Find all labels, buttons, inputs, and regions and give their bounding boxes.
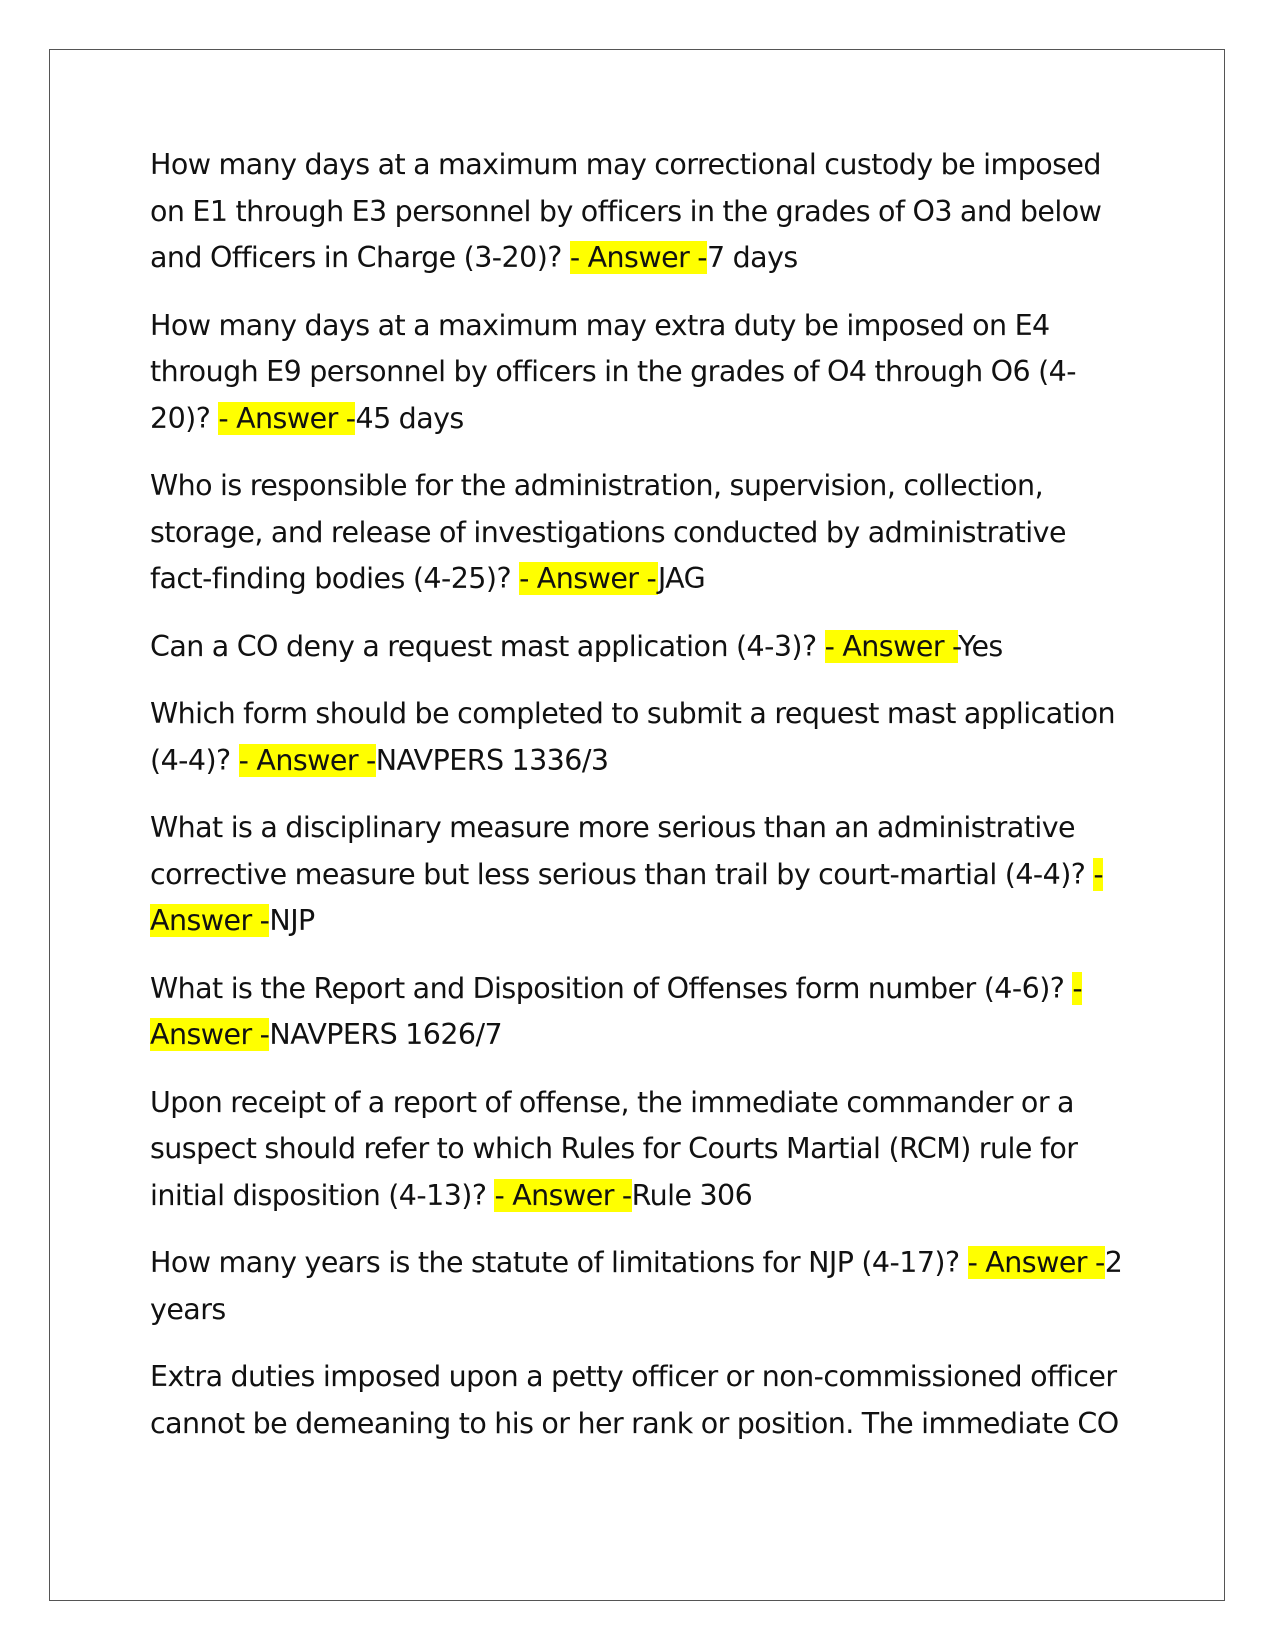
answer-marker: - Answer - xyxy=(519,562,658,595)
qa-item xyxy=(150,966,1130,1059)
question-text: How many years is the statute of limitations for NJP (4-17)? xyxy=(150,1246,968,1279)
answer-marker: - Answer - xyxy=(824,629,959,663)
question-text: What is the Report and Disposition of Offenses form number (4-6)? xyxy=(150,971,1073,1005)
answer-text: 7 days xyxy=(707,241,798,274)
question-text: How many days at a maximum may correctional custody be imposed on E1 through E3 personnel by officers in the grades of O3 and below and Officers in Charge (3-20)? xyxy=(150,148,1102,274)
question-text: Who is responsible for the administration, supervision, collection, storage, and release of investigations conducted by administrative fact-finding bodies (4-25)? xyxy=(150,469,1066,595)
question-text: How many days at a maximum may extra duty be imposed on E4 through E9 personnel by officers in the grades of O4 through O6 (4-20)? xyxy=(150,308,1076,435)
answer-text: NAVPERS 1336/3 xyxy=(375,743,609,777)
answer-marker: - Answer - xyxy=(150,971,1083,1051)
answer-marker: - Answer - xyxy=(494,1178,632,1212)
answer-text: 2 years xyxy=(150,1246,1123,1326)
question-text: Which form should be completed to submit a request mast application (4-4)? xyxy=(150,697,1116,777)
answer-text: 45 days xyxy=(355,401,464,435)
answer-marker: - Answer - xyxy=(569,241,708,274)
qa-item xyxy=(150,1240,1130,1333)
qa-item xyxy=(150,691,1130,784)
document-body xyxy=(150,142,1130,1468)
qa-item xyxy=(150,303,1130,443)
qa-item xyxy=(150,624,1130,671)
answer-marker: - Answer - xyxy=(238,743,376,777)
question-text: Upon receipt of a report of offense, the immediate commander or a suspect should refer to which Rules for Courts Martial (RCM) rule for initial disposition (4-13)? xyxy=(150,1085,1078,1212)
qa-item xyxy=(150,805,1130,945)
question-text: What is a disciplinary measure more serious than an administrative corrective measure but less serious than trail by court-martial (4-4)? xyxy=(150,811,1094,891)
answer-text: NJP xyxy=(269,904,315,937)
qa-item xyxy=(150,463,1130,603)
answer-marker: - Answer - xyxy=(218,401,356,435)
trailing-paragraph: Extra duties imposed upon a petty officer or non-commissioned officer cannot be demeaning to his or her rank or position. The immediate CO xyxy=(150,1360,1119,1440)
question-text: Can a CO deny a request mast application (4-3)? xyxy=(150,629,825,663)
answer-text: Rule 306 xyxy=(631,1178,753,1212)
qa-item xyxy=(150,1080,1130,1220)
answer-text: JAG xyxy=(657,562,706,595)
answer-text: Yes xyxy=(958,629,1003,663)
qa-item xyxy=(150,142,1130,282)
answer-marker: - Answer - xyxy=(967,1246,1105,1279)
answer-marker: - Answer - xyxy=(150,857,1104,937)
answer-text: NAVPERS 1626/7 xyxy=(269,1018,503,1051)
